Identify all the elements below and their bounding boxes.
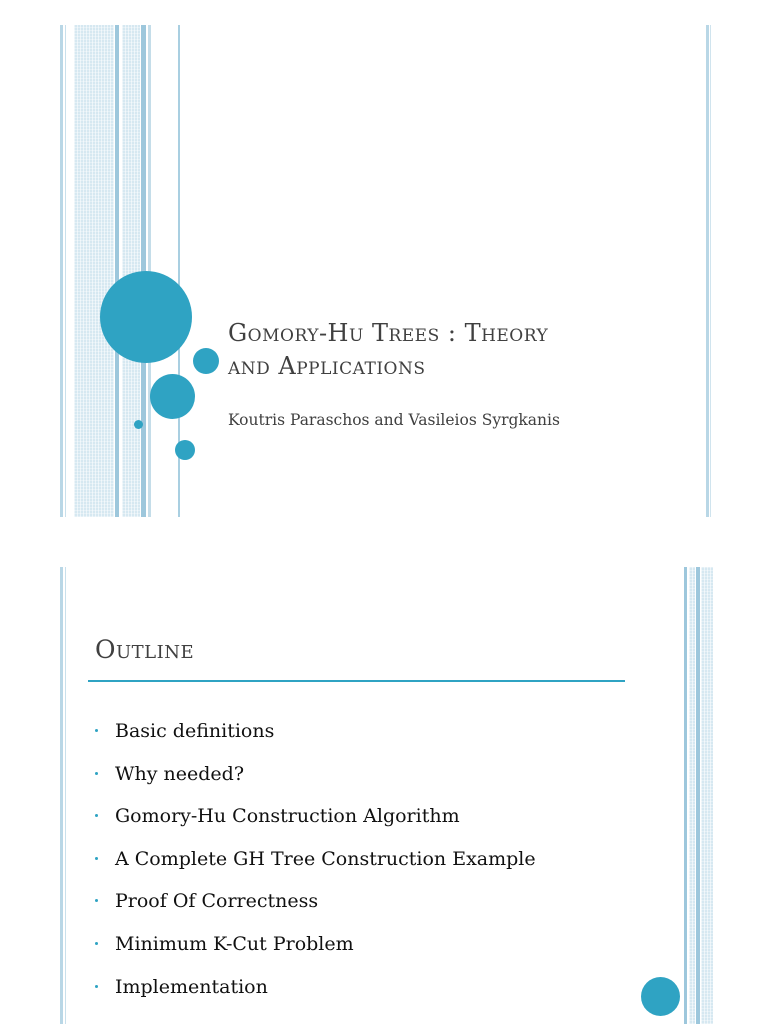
title-underline bbox=[88, 680, 625, 682]
decor-circle bbox=[150, 374, 195, 419]
list-item bbox=[92, 802, 536, 845]
title-line-1: Gomory-Hu Trees : Theory bbox=[228, 319, 549, 347]
decor-circle bbox=[193, 348, 219, 374]
decor-circle bbox=[175, 440, 195, 460]
decor-circle bbox=[641, 977, 680, 1016]
bullet-dot bbox=[95, 729, 98, 732]
list-item bbox=[92, 887, 536, 930]
stripe-pattern bbox=[689, 567, 695, 1024]
list-item-text: Proof Of Correctness bbox=[115, 890, 319, 913]
list-item-text: Why needed? bbox=[115, 762, 245, 785]
list-item-text: Implementation bbox=[115, 975, 268, 998]
bullet-dot bbox=[95, 857, 98, 860]
list-item-text: Gomory-Hu Construction Algorithm bbox=[115, 805, 460, 828]
stripe bbox=[65, 567, 66, 1024]
title-line-2: and Applications bbox=[228, 352, 426, 380]
list-item bbox=[92, 717, 536, 760]
outline-list bbox=[92, 717, 536, 1015]
bullet-dot bbox=[95, 814, 98, 817]
stripe bbox=[65, 25, 66, 517]
stripe bbox=[115, 25, 119, 517]
stripe bbox=[710, 25, 711, 517]
slide-authors: Koutris Paraschos and Vasileios Syrgkanis bbox=[228, 411, 560, 429]
slide-title: Outline bbox=[95, 635, 195, 664]
list-item bbox=[92, 760, 536, 803]
stripe bbox=[60, 567, 63, 1024]
list-item bbox=[92, 973, 536, 1016]
stripe-pattern bbox=[701, 567, 713, 1024]
stripe bbox=[696, 567, 700, 1024]
stripe bbox=[706, 25, 709, 517]
bullet-dot bbox=[95, 985, 98, 988]
list-item-text: Basic definitions bbox=[115, 720, 275, 742]
slide-title bbox=[228, 317, 648, 383]
list-item-text: A Complete GH Tree Construction Example bbox=[115, 847, 536, 870]
list-item-text: Minimum K-Cut Problem bbox=[115, 932, 354, 955]
bullet-dot bbox=[95, 899, 98, 902]
bullet-dot bbox=[95, 772, 98, 775]
stripe bbox=[60, 25, 63, 517]
decor-circle bbox=[134, 420, 143, 429]
list-item bbox=[92, 930, 536, 973]
stripe bbox=[684, 567, 687, 1024]
bullet-dot bbox=[95, 942, 98, 945]
outline-slide bbox=[60, 567, 713, 1024]
decor-circle bbox=[100, 271, 192, 363]
title-slide bbox=[60, 25, 713, 517]
stripe-pattern bbox=[74, 25, 114, 517]
list-item bbox=[92, 845, 536, 888]
